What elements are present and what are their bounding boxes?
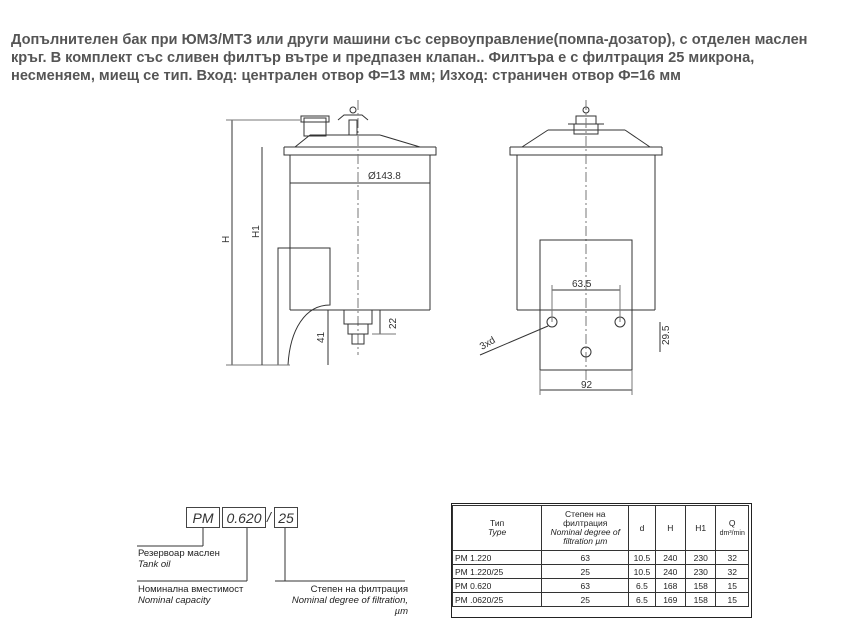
dim-92: 92 [581,380,593,391]
code-part-type: PM [186,507,220,528]
spec-table [452,505,749,607]
front-view [480,100,662,395]
dim-22: 22 [388,317,399,329]
table-row: PM .0620/25 25 6.5 169 158 15 [453,593,749,607]
dim-3xd: 3xd [478,335,498,353]
label-tank-oil [138,548,220,570]
label-filtration [278,584,408,617]
label-capacity-en: Nominal capacity [138,595,211,606]
th-h: H [655,506,685,551]
th-d: d [629,506,655,551]
table-row: PM 0.620 63 6.5 168 158 15 [453,579,749,593]
product-description: Допълнителен бак при ЮМЗ/МТЗ или други машини със сервоуправление(помпа-дозатор), с отделен маслен кръг. В комплект със сливен филтър вътре и предпазен клапан.. Филтъра е с филтрация 25 микрона, несменяем, миещ се тип. Вход: централен отвор Ф=13 мм; Изход: страничен отвор Ф=16 мм [11,32,808,84]
dim-41: 41 [316,331,327,343]
label-capacity [138,584,243,606]
dim-h1: H1 [251,225,262,238]
table-row: PM 1.220 63 10.5 240 230 32 [453,551,749,565]
th-h1: H1 [686,506,716,551]
label-filtration-bg: Степен на филтрация [310,584,408,595]
th-filtration: Степен на филтрация Nominal degree of filtration µm [542,506,629,551]
code-part-capacity: 0.620 [222,507,266,528]
th-q: Q dm³/min [716,506,749,551]
dim-29-5: 29.5 [661,325,672,345]
th-type: Тип Type [453,506,542,551]
dim-diameter: Ø143.8 [368,171,401,182]
code-part-filtration: 25 [274,507,298,528]
table-row: PM 1.220/25 25 10.5 240 230 32 [453,565,749,579]
dim-h: H [221,235,232,243]
side-view-dimensions [221,171,401,343]
label-filtration-en: Nominal degree of filtration, µm [291,595,408,617]
code-separator: / [267,508,271,525]
dim-63-5: 63.5 [572,279,592,290]
table-header-row [453,506,749,551]
label-tank-oil-bg: Резервоар маслен [138,548,220,559]
label-capacity-bg: Номинална вместимост [138,584,244,595]
front-view-dimensions [478,279,672,391]
label-tank-oil-en: Tank oil [138,559,171,570]
